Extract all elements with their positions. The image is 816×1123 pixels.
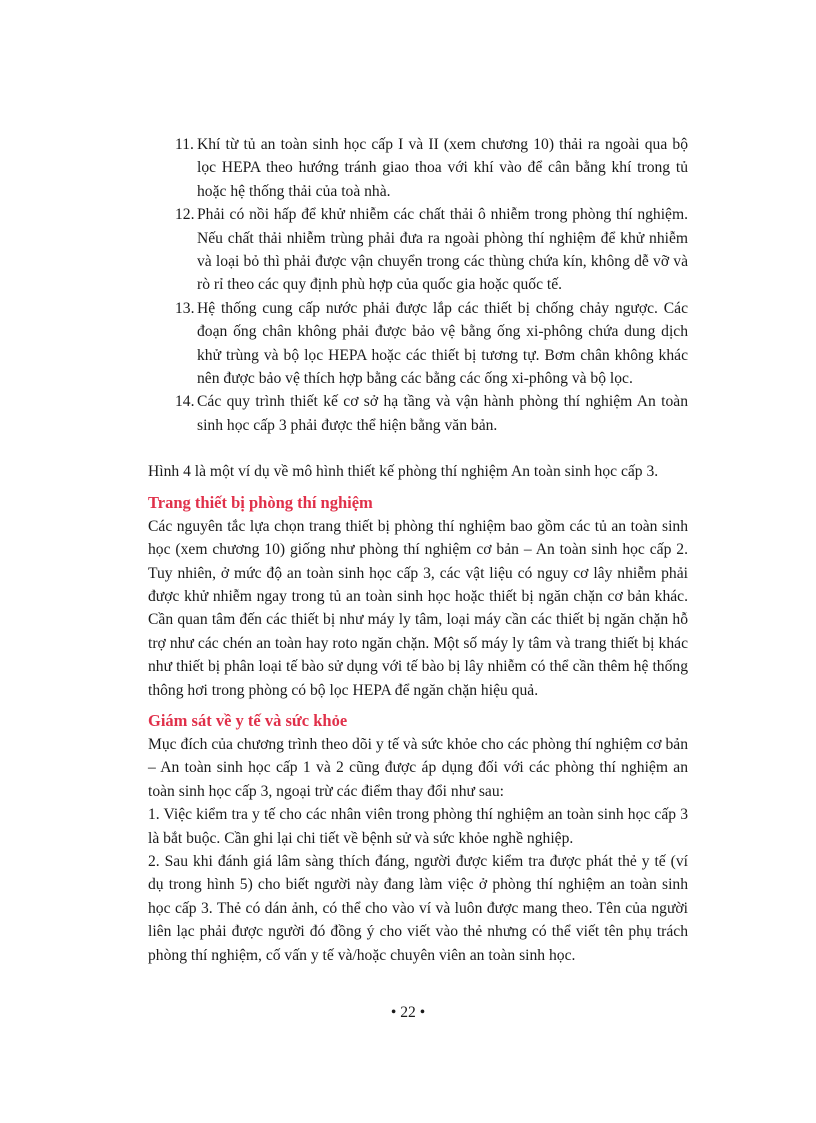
list-item-text: Hệ thống cung cấp nước phải được lắp các thiết bị chống chảy ngược. Các đoạn ống chân không phải được bảo vệ bằng ống xi-phông chứa dung dịch khử trùng và bộ lọc HEPA hoặc các thiết bị tương tự. Bơm chân không khác nên được bảo vệ thích hợp bằng các bằng các ống xi-phông và bộ lọc. — [197, 299, 688, 388]
page-number: • 22 • — [390, 1004, 426, 1021]
list-item — [148, 203, 688, 297]
list-item-text: Phải có nồi hấp để khử nhiễm các chất thải ô nhiễm trong phòng thí nghiệm. Nếu chất thải nhiễm trùng phải đưa ra ngoài phòng thí nghiệm để khử nhiễm và loại bỏ thì phải được vận chuyển trong các thùng chứa kín, không dễ vỡ và rò rỉ theo các quy định phù hợp của quốc gia hoặc quốc tế. — [197, 206, 688, 294]
list-item-number: 11. — [175, 136, 194, 153]
health-point-1: 1. Việc kiểm tra y tế cho các nhân viên trong phòng thí nghiệm an toàn sinh học cấp 3 là bắt buộc. Cần ghi lại chi tiết về bệnh sử và sức khỏe nghề nghiệp. — [148, 806, 688, 847]
section-heading-health-surveillance: Giám sát về y tế và sức khỏe — [148, 710, 348, 730]
list-item-text: Các quy trình thiết kế cơ sở hạ tầng và vận hành phòng thí nghiệm An toàn sinh học cấp 3 phải được thể hiện bằng văn bản. — [197, 393, 688, 434]
equipment-paragraph: Các nguyên tắc lựa chọn trang thiết bị phòng thí nghiệm bao gồm các tủ an toàn sinh học (xem chương 10) giống như phòng thí nghiệm cơ bản – An toàn sinh học cấp 2. Tuy nhiên, ở mức độ an toàn sinh học cấp 3, các vật liệu có nguy cơ lây nhiễm phải được khử nhiễm ngay trong tủ an toàn sinh học hoặc thiết bị ngăn chặn cơ bản khác. Cần quan tâm đến các thiết bị như máy ly tâm, loại máy cần các thiết bị ngăn chặn hỗ trợ như các chén an toàn hay roto ngăn chặn. Một số máy ly tâm và trang thiết bị khác như thiết bị phân loại tế bào sử dụng với tế bào bị lây nhiễm có thể cần thêm hệ thống thông hơi trong phòng có bộ lọc HEPA để ngăn chặn hiệu quả. — [148, 517, 688, 699]
list-item-text: Khí từ tủ an toàn sinh học cấp I và II (xem chương 10) thải ra ngoài qua bộ lọc HEPA theo hướng tránh giao thoa với khí vào để cân bằng khí trong tủ hoặc hệ thống thải của toà nhà. — [197, 136, 688, 200]
list-item — [148, 297, 688, 391]
figure-reference-paragraph: Hình 4 là một ví dụ về mô hình thiết kế phòng thí nghiệm An toàn sinh học cấp 3. — [148, 463, 659, 481]
list-item — [148, 390, 688, 437]
list-item — [148, 133, 688, 203]
list-item-number: 12. — [175, 206, 195, 224]
page-content — [148, 133, 688, 967]
health-point-2: 2. Sau khi đánh giá lâm sàng thích đáng, người được kiểm tra được phát thẻ y tế (ví dụ trong hình 5) cho biết người này đang làm việc ở phòng thí nghiệm an toàn sinh học cấp 3. Thẻ có dán ảnh, có thể cho vào ví và luôn được mang theo. Tên của người liên lạc phải được người đó đồng ý cho viết vào thẻ nhưng có thể viết tên phụ trách phòng thí nghiệm, cố vấn y tế và/hoặc chuyên viên an toàn sinh học. — [148, 852, 688, 964]
section-heading-equipment: Trang thiết bị phòng thí nghiệm — [148, 492, 373, 512]
list-item-number: 13. — [175, 299, 195, 317]
list-item-number: 14. — [175, 393, 195, 411]
requirements-list — [148, 133, 688, 437]
health-intro-paragraph: Mục đích của chương trình theo dõi y tế và sức khỏe cho các phòng thí nghiệm cơ bản – An toàn sinh học cấp 1 và 2 cũng được áp dụng đối với các phòng thí nghiệm an toàn sinh học cấp 3, ngoại trừ các điểm thay đổi như sau: — [148, 735, 688, 800]
